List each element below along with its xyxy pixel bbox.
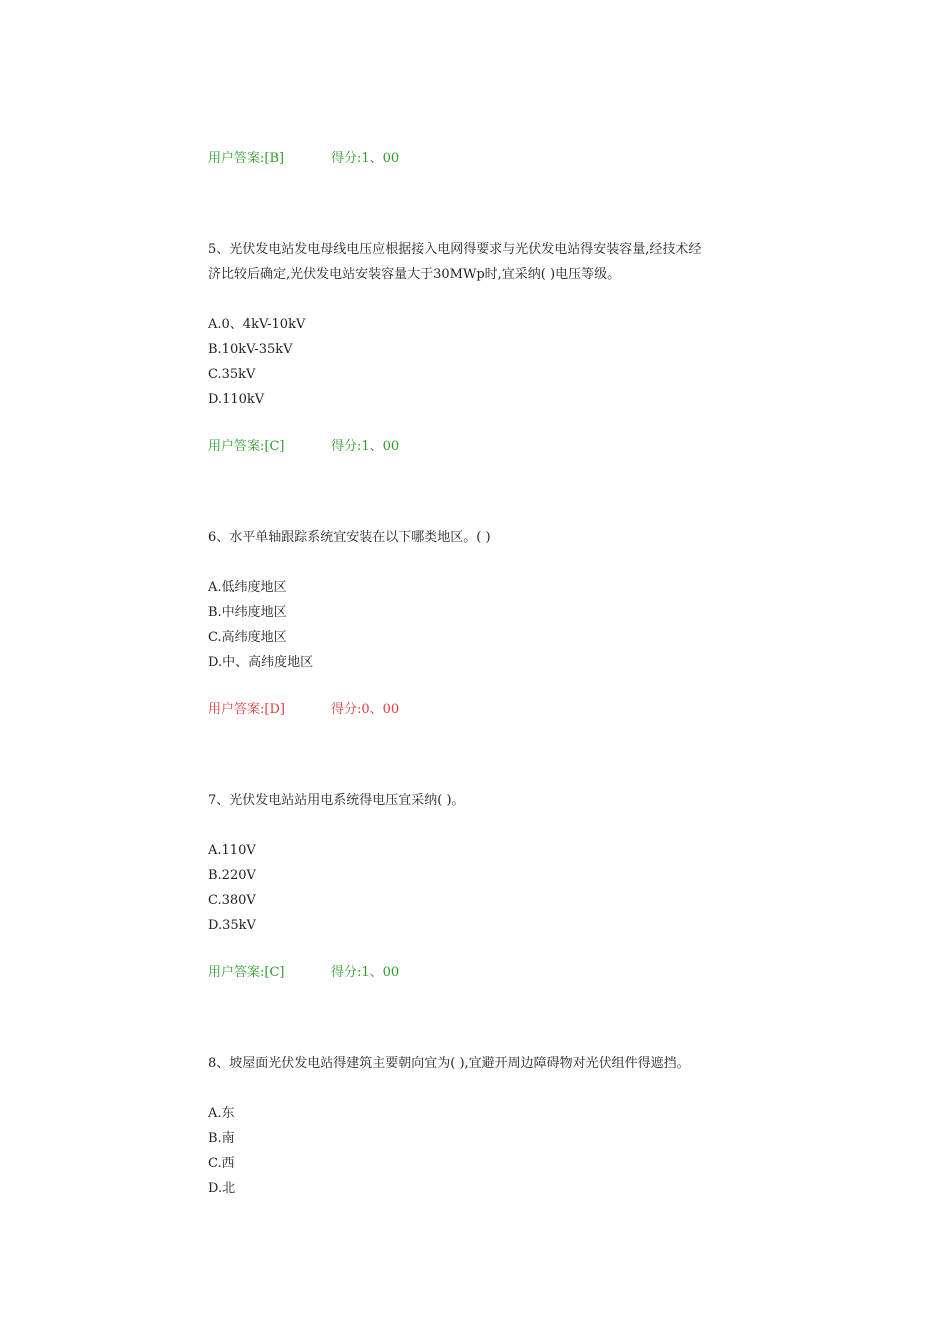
question-6-option-d: D.中、高纬度地区: [208, 655, 314, 670]
question-7-option-a: A.110V: [208, 843, 256, 858]
answer-result-q7: [208, 964, 399, 982]
question-8-option-c: C.西: [208, 1156, 235, 1171]
question-8-option-d: D.北: [208, 1181, 236, 1196]
question-6-option-b: B.中纬度地区: [208, 605, 287, 620]
question-5-option-d: D.110kV: [208, 392, 265, 407]
answer-result-q6: [208, 701, 399, 719]
user-answer: 用户答案:[C]: [208, 965, 285, 980]
user-answer: 用户答案:[D]: [208, 702, 285, 717]
question-5-stem-line-2: 济比较后确定,光伏发电站安装容量大于30MWp时,宜采纳( )电压等级。: [208, 267, 621, 282]
question-8-option-a: A.东: [208, 1106, 235, 1121]
question-5-option-a: A.0、4kV-10kV: [208, 317, 306, 332]
score: 得分:1、00: [331, 151, 400, 166]
question-7-option-d: D.35kV: [208, 918, 256, 933]
question-5-stem-line-1: 5、光伏发电站发电母线电压应根据接入电网得要求与光伏发电站得安装容量,经技术经: [208, 242, 702, 257]
question-6-option-c: C.高纬度地区: [208, 630, 287, 645]
question-6-option-a: A.低纬度地区: [208, 580, 287, 595]
user-answer: 用户答案:[B]: [208, 151, 285, 166]
score: 得分:1、00: [331, 965, 400, 980]
score: 得分:1、00: [331, 439, 400, 454]
question-5-option-b: B.10kV-35kV: [208, 342, 293, 357]
question-7-option-b: B.220V: [208, 868, 256, 883]
question-7-option-c: C.380V: [208, 893, 256, 908]
question-5-option-c: C.35kV: [208, 367, 256, 382]
score: 得分:0、00: [331, 702, 400, 717]
answer-result-q4: [208, 150, 399, 168]
user-answer: 用户答案:[C]: [208, 439, 285, 454]
question-8-stem: 8、坡屋面光伏发电站得建筑主要朝向宜为( ),宜避开周边障碍物对光伏组件得遮挡。: [208, 1056, 690, 1071]
question-6-stem: 6、水平单轴跟踪系统宜安装在以下哪类地区。( ): [208, 530, 491, 545]
answer-result-q5: [208, 438, 399, 456]
question-7-stem: 7、光伏发电站站用电系统得电压宜采纳( )。: [208, 793, 465, 808]
question-8-option-b: B.南: [208, 1131, 235, 1146]
